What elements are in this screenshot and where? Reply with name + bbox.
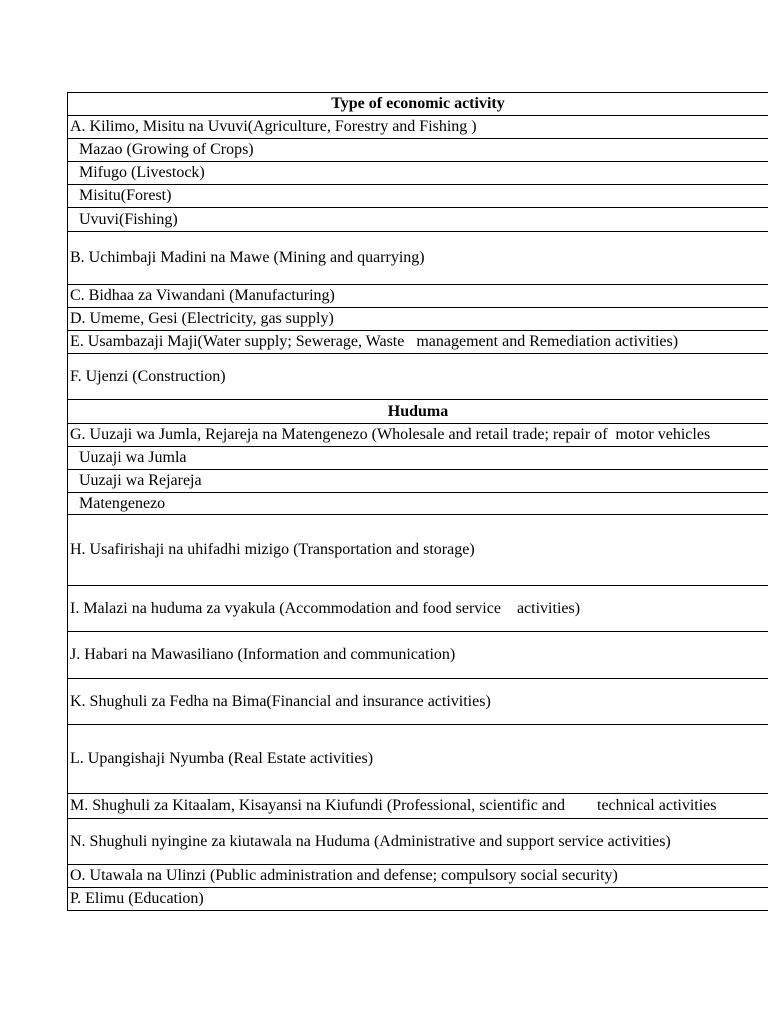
category-label: H. Usafirishaji na uhifadhi mizigo (Transportation and storage)	[70, 541, 475, 558]
category-label: L. Upangishaji Nyumba (Real Estate activities)	[70, 750, 374, 767]
table-row	[68, 725, 768, 794]
table-row	[68, 208, 768, 232]
table-row	[68, 586, 768, 632]
subcategory-label: Mifugo (Livestock)	[79, 164, 205, 181]
table-row	[68, 116, 768, 139]
table-row	[68, 308, 768, 331]
subcategory-label: Mazao (Growing of Crops)	[79, 141, 254, 158]
subcategory-label: Misitu(Forest)	[79, 187, 172, 204]
category-label: B. Uchimbaji Madini na Mawe (Mining and quarrying)	[70, 249, 425, 266]
table-row	[68, 819, 768, 865]
table-row	[68, 162, 768, 185]
table-row	[68, 185, 768, 208]
category-label: D. Umeme, Gesi (Electricity, gas supply)	[70, 310, 334, 327]
table-row	[68, 515, 768, 586]
table-row	[68, 331, 768, 354]
category-label: G. Uuzaji wa Jumla, Rejareja na Matengenezo (Wholesale and retail trade; repair of motor vehicles	[70, 426, 711, 443]
category-label: I. Malazi na huduma za vyakula (Accommodation and food service activities)	[70, 599, 581, 617]
table-row	[68, 493, 768, 515]
category-label: A. Kilimo, Misitu na Uvuvi(Agriculture, Forestry and Fishing )	[70, 118, 477, 135]
table-row	[68, 865, 768, 888]
category-label: P. Elimu (Education)	[70, 890, 204, 907]
table-row	[68, 424, 768, 447]
table-row	[68, 354, 768, 400]
category-label: O. Utawala na Ulinzi (Public administration and defense; compulsory social security)	[70, 867, 618, 884]
section-header-cell	[68, 400, 768, 424]
table-row	[68, 632, 768, 679]
category-label: M. Shughuli za Kitaalam, Kisayansi na Kiufundi (Professional, scientific and technical activities	[70, 797, 717, 814]
table-row	[68, 232, 768, 285]
section-header: Huduma	[387, 402, 449, 420]
table-row	[68, 285, 768, 308]
category-label: K. Shughuli za Fedha na Bima(Financial and insurance activities)	[70, 692, 491, 710]
table-row	[68, 447, 768, 470]
table-header: Type of economic activity	[331, 95, 505, 112]
table-row	[68, 470, 768, 493]
table-row	[68, 888, 768, 911]
economic-activity-table	[67, 92, 768, 911]
subcategory-label: Uuzaji wa Jumla	[79, 449, 187, 466]
table-row	[68, 139, 768, 162]
table-row	[68, 794, 768, 819]
subcategory-label: Uuzaji wa Rejareja	[79, 472, 202, 489]
subcategory-label: Uvuvi(Fishing)	[79, 210, 178, 228]
category-label: F. Ujenzi (Construction)	[70, 367, 226, 385]
table-row	[68, 679, 768, 725]
category-label: N. Shughuli nyingine za kiutawala na Huduma (Administrative and support service activities)	[70, 832, 671, 850]
subcategory-label: Matengenezo	[79, 494, 166, 512]
table-header-cell	[68, 93, 768, 116]
category-label: C. Bidhaa za Viwandani (Manufacturing)	[70, 287, 335, 304]
category-label: J. Habari na Mawasiliano (Information and communication)	[70, 646, 456, 663]
category-label: E. Usambazaji Maji(Water supply; Sewerage, Waste management and Remediation activities)	[70, 333, 679, 350]
